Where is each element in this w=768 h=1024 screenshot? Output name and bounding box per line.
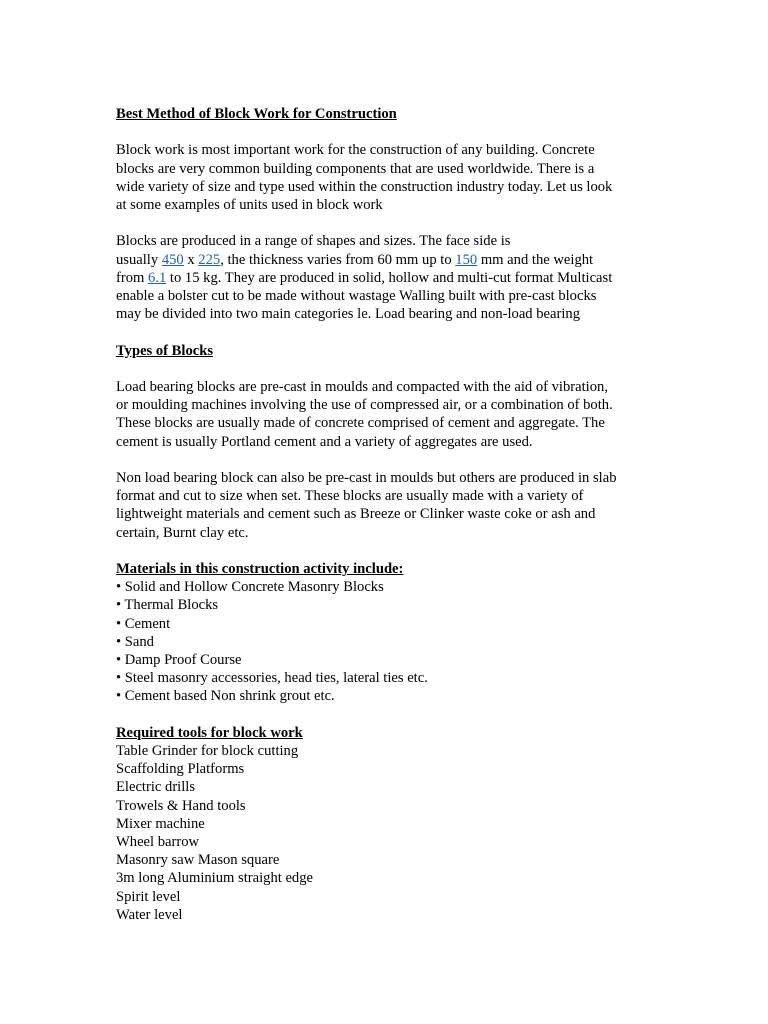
tools-list xyxy=(116,742,668,924)
intro-paragraph xyxy=(116,141,668,214)
materials-list xyxy=(116,578,668,705)
list-item: Scaffolding Platforms xyxy=(116,761,245,778)
link-450[interactable]: 450 xyxy=(161,251,184,268)
list-item: • Cement based Non shrink grout etc. xyxy=(116,688,335,705)
non-load-bearing-line: Non load bearing block can also be pre-cast in moulds but others are produced in slab xyxy=(116,469,617,486)
list-item: Trowels & Hand tools xyxy=(116,797,246,814)
blocks-line: may be divided into two main categories le. Load bearing and non-load bearing xyxy=(116,306,581,323)
blocks-line: Blocks are produced in a range of shapes and sizes. The face side is xyxy=(116,233,511,250)
load-bearing-line: or moulding machines involving the use of compressed air, or a combination of both. xyxy=(116,397,613,414)
list-item: Masonry saw Mason square xyxy=(116,852,280,869)
materials-heading: Materials in this construction activity include: xyxy=(116,560,404,577)
list-item: • Solid and Hollow Concrete Masonry Blocks xyxy=(116,579,384,596)
intro-line: blocks are very common building components that are used worldwide. There is a xyxy=(116,160,595,177)
load-bearing-line: cement is usually Portland cement and a variety of aggregates are used. xyxy=(116,433,533,450)
text-span: mm and the weight xyxy=(477,251,594,268)
list-item: • Cement xyxy=(116,615,171,632)
list-item: • Damp Proof Course xyxy=(116,652,242,668)
load-bearing-paragraph xyxy=(116,378,668,451)
list-item: 3m long Aluminium straight edge xyxy=(116,870,314,887)
list-item: Wheel barrow xyxy=(116,834,200,851)
blocks-line xyxy=(116,251,668,269)
list-item: Water level xyxy=(116,906,183,923)
non-load-bearing-line: lightweight materials and cement such as Breeze or Clinker waste coke or ash and xyxy=(116,506,596,523)
non-load-bearing-line: certain, Burnt clay etc. xyxy=(116,524,249,541)
list-item: Table Grinder for block cutting xyxy=(116,743,299,759)
list-item: • Sand xyxy=(116,633,154,650)
list-item: Spirit level xyxy=(116,888,181,905)
non-load-bearing-paragraph xyxy=(116,469,668,542)
types-heading: Types of Blocks xyxy=(116,342,214,359)
tools-heading: Required tools for block work xyxy=(116,724,303,741)
intro-line: Block work is most important work for the construction of any building. Concrete xyxy=(116,142,595,159)
link-6-1[interactable]: 6.1 xyxy=(148,269,167,286)
link-225[interactable]: 225 xyxy=(198,251,221,268)
text-span: to 15 kg. They are produced in solid, hollow and multi-cut format Multicast xyxy=(166,269,613,286)
list-item: Electric drills xyxy=(116,779,196,796)
text-span: usually xyxy=(116,251,162,268)
blocks-paragraph xyxy=(116,232,668,323)
link-150[interactable]: 150 xyxy=(455,251,478,268)
list-item: • Thermal Blocks xyxy=(116,597,219,614)
document-title: Best Method of Block Work for Construction xyxy=(116,106,397,122)
text-span: x xyxy=(183,251,199,268)
text-span: , the thickness varies from 60 mm up to xyxy=(220,251,456,268)
list-item: • Steel masonry accessories, head ties, lateral ties etc. xyxy=(116,670,428,687)
blocks-line xyxy=(116,269,668,287)
load-bearing-line: These blocks are usually made of concrete comprised of cement and aggregate. The xyxy=(116,415,605,432)
non-load-bearing-line: format and cut to size when set. These blocks are usually made with a variety of xyxy=(116,488,584,505)
intro-line: wide variety of size and type used within the construction industry today. Let us look xyxy=(116,178,613,195)
list-item: Mixer machine xyxy=(116,815,205,832)
load-bearing-line: Load bearing blocks are pre-cast in moulds and compacted with the aid of vibration, xyxy=(116,378,608,395)
text-span: from xyxy=(116,269,149,286)
intro-line: at some examples of units used in block work xyxy=(116,197,383,213)
blocks-line: enable a bolster cut to be made without wastage Walling built with pre-cast blocks xyxy=(116,288,597,304)
